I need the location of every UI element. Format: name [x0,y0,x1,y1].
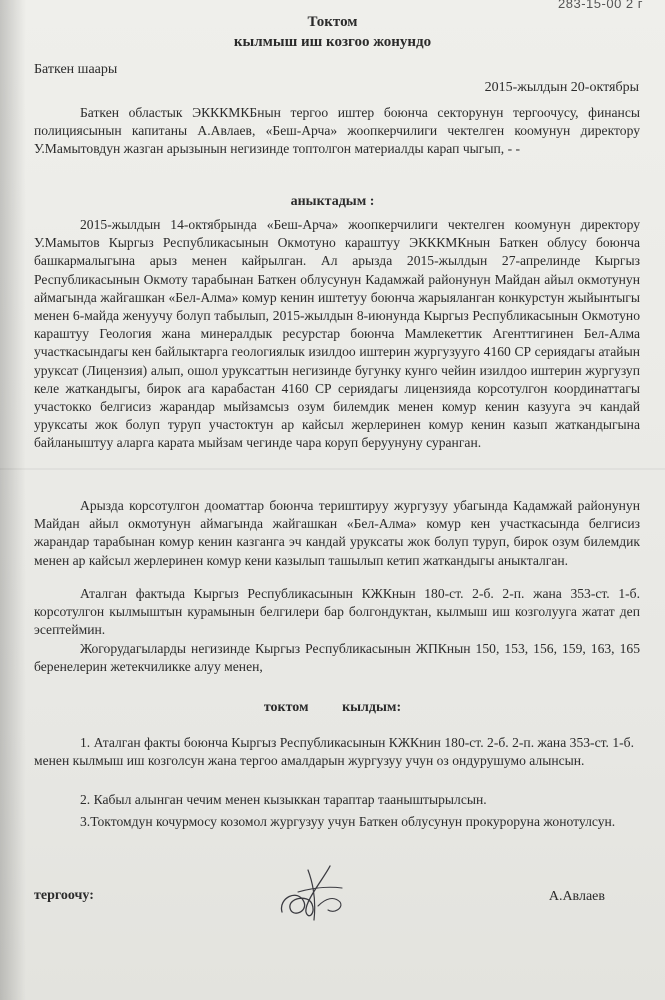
document-subtitle: кылмыш иш козгоо жонундо [233,34,432,50]
registration-number: 283-15-00 2 г [558,0,643,11]
resolution-item-1: 1. Аталган факты боюнча Кыргыз Республикасынын КЖКнин 180-ст. 2-б. 2-п. жана 353-ст. 1-б. менен кылмыш иш козголсун жана тергоо амалдарын жургузуу учун оз ондурушумо алынсын. [34,735,634,769]
intro-paragraph: Баткен областык ЭКККМКБнын тергоо иштер боюнча секторунун тергоочусу, финансы полициясынын капитаны А.Авлаев, «Беш-Арча» жоопкерчилиги чектелген коомунун директору У.Мамытовдун жазган арызынын негизинде топтолгон материалды карап чыгып, - - [34,105,640,157]
investigator-name: А.Авлаев [548,889,605,904]
resolution-item-2: 2. Кабыл алынган чечим менен кызыккан тараптар тааныштырылсын. [80,792,487,807]
resolved-heading: токтом кылдым: [263,700,402,715]
main-paragraph: 2015-жылдын 14-октябрында «Беш-Арча» жоопкерчилиги чектелген коомунун директору У.Мамытов Кыргыз Республикасынын Окмотуно караштуу ЭКККМКнын Баткен облусу боюнча башкармалыгына арыз менен кайрылган. Ал арызда 2015-жылдын 27-апрелинде Кыргыз Республикасынын Окмоту тарабынан Баткен облусунун Кадамжай районунун Майдан айыл окмотунун аймагында жайгашкан «Бел-Алма» комур кенин иштетуу боюнча жарыяланган конкурстун жыйынтыгы менен 6-майда женуучу болуп табылып, 2015-жылдын 8-июнунда Кыргыз Республикасынын Окмотуно караштуу Геология жана минералдык ресурстар боюнча Мамлекеттик Агенттигинен Бел-Алма участкасындагы кен байлыктарга геологиялык изилдоо иштерин жургузууго 4160 СР сериядагы атайын уруксат (Лицензия) алып, ошол уруксаттын негизинде бугунку кунго чейин изилдоо иштерин жургузуп келе жаткандыгы, бирок ага карабастан 4160 СР сериядагы лицензияда корсотулгон координаттагы участокко белгисиз жарандар мыйзамсыз озум билемдик менен комур кенин казууга эч кандай уруксаты жок болуп туруп участоктун ар кайсыл жерлеринен комур кенин казып жаткандыгына байланыштуу аларга карата мыйзам чегинде чара коруп беруунуну суранган. [34,217,640,451]
investigator-label: тергоочу: [34,888,94,903]
handwritten-signature [268,858,358,928]
document-title: Токтом [307,14,358,30]
document-place: Баткен шаары [34,62,118,77]
paper-fold-line [0,468,665,470]
found-heading: аныктадым : [290,194,375,209]
page-edge-shadow [0,0,26,1000]
investigation-paragraph: Арызда корсотулгон дооматтар боюнча териштируу жургузуу убагында Кадамжай районунун Майдан айыл окмотунун аймагында жайгашкан «Бел-Алма» комур кен участкасында белгисиз жарандар тарабынан комур кенин казганга эч кандай уруксаты жок болуп туруп, бирок озум билемдик менен ар кайсыл жерлеринен комур кени казылып ташылып кетип жаткандыгы аныкталган. [34,498,640,568]
resolution-item-3: 3.Токтомдун кочурмосу козомол жургузуу учун Баткен облусунун прокуроруна жонотулсун. [80,814,616,829]
basis-paragraph: Жогорудагыларды негизинде Кыргыз Республикасынын ЖПКнын 150, 153, 156, 159, 163, 165 беренелерин жетекчиликке алуу менен, [34,641,640,675]
document-date: 2015-жылдын 20-октябры [484,80,639,95]
fact-paragraph: Аталган фактыда Кыргыз Республикасынын КЖКнын 180-ст. 2-б. 2-п. жана 353-ст. 1-б. корсотулгон кылмыштын курамынын белгилери бар болгондуктан, кылмыш иш козголууга жатат деп эсептеймин. [34,586,640,638]
